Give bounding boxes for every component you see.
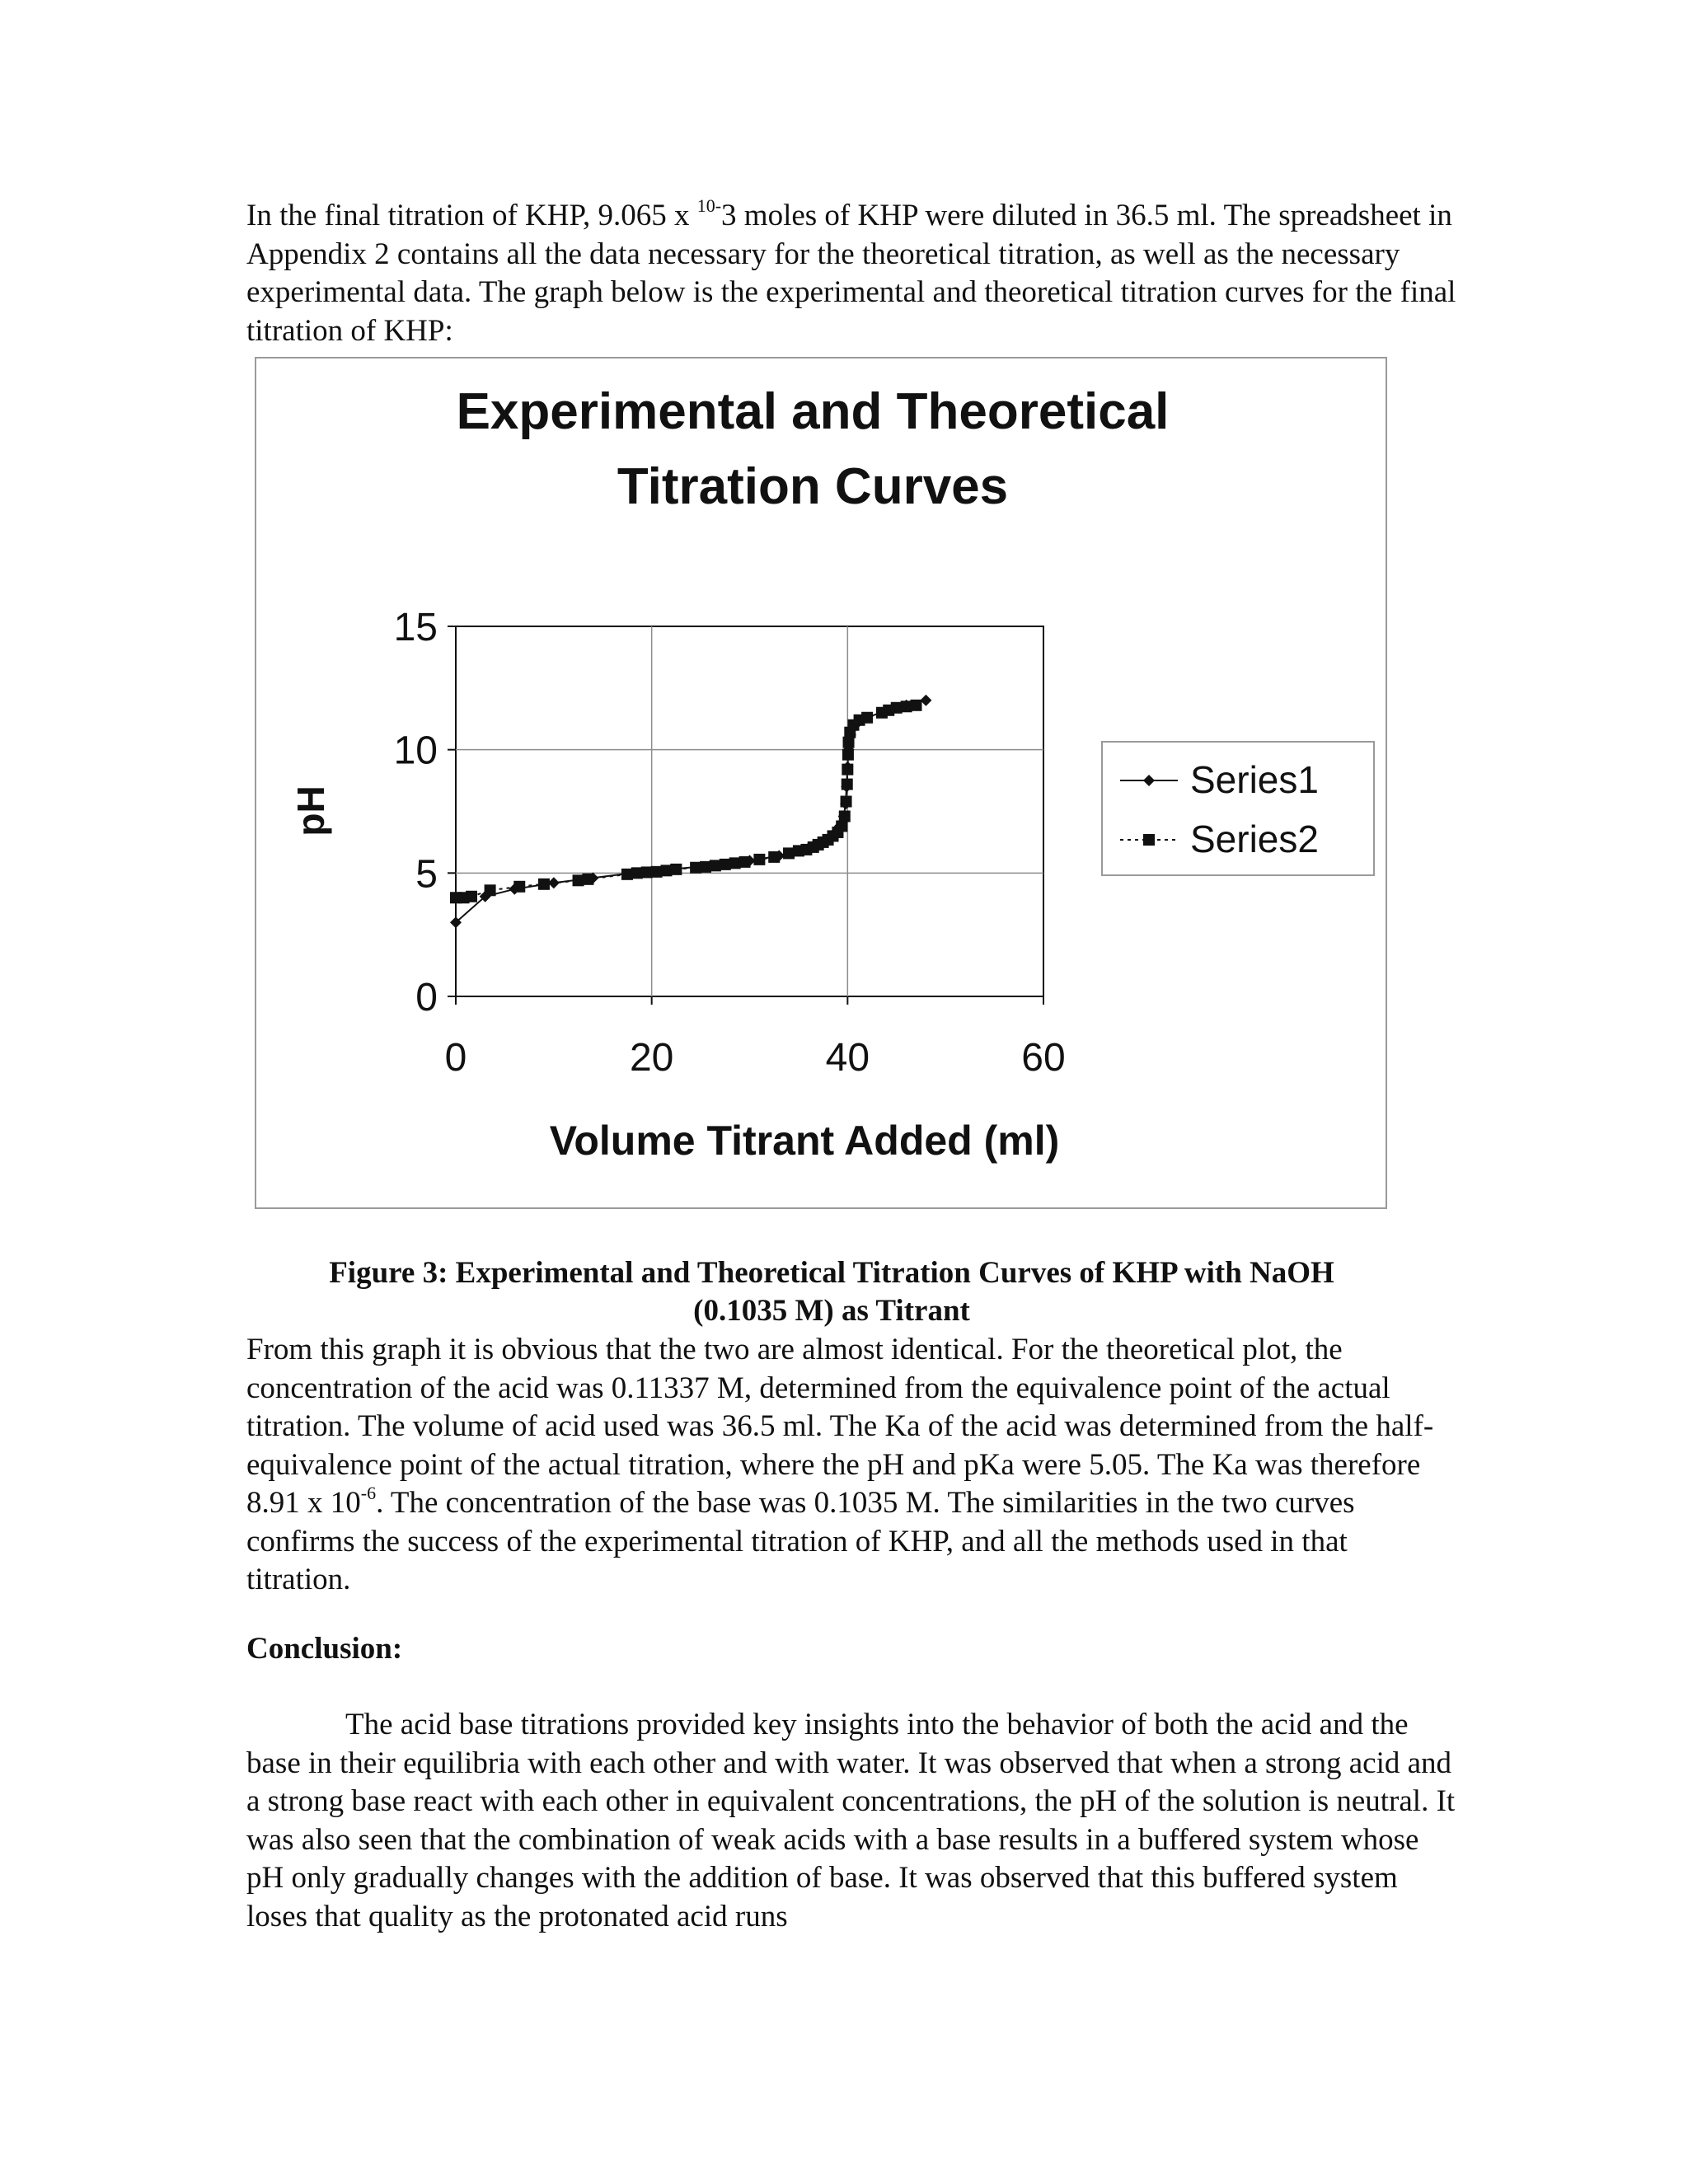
analysis-text-part1: From this graph it is obvious that the two are almost identical. For the theoretical plot, the concentration of the acid was 0.11337 M, determined from the equivalence point of the actual titration. The volume of acid used was 36.5 ml. The Ka of the acid was determined from the half-equivalence point of the actual titration, where the pH and pKa were 5.05. The Ka was therefore 8.91 x 10 <box>246 1333 1434 1520</box>
y-tick-label: 0 <box>415 976 438 1019</box>
x-tick-label: 20 <box>629 1036 674 1080</box>
data-point-square <box>911 700 922 711</box>
data-point-square <box>485 884 496 896</box>
y-axis-label: pH <box>289 785 332 837</box>
data-point-square <box>836 820 847 832</box>
data-point-square <box>842 764 853 776</box>
analysis-paragraph <box>246 1331 1458 1600</box>
data-point-square <box>768 851 780 863</box>
chart-frame <box>255 357 1387 1209</box>
x-tick-label: 0 <box>444 1036 467 1080</box>
data-point-square <box>861 712 873 724</box>
intro-text-part2: 3 moles of KHP were diluted in 36.5 ml. The spreadsheet in Appendix 2 contains all the data necessary for the theoretical titration, as well as the necessary experimental data. The graph below is the experimental and theoretical titration curves for the final titration of KHP: <box>246 199 1456 348</box>
y-tick-label: 5 <box>415 852 438 897</box>
data-point-square <box>841 796 852 808</box>
analysis-text-part2: . The concentration of the base was 0.1035 M. The similarities in the two curves confirms the success of the experimental titration of KHP, and all the methods used in that titration. <box>246 1486 1355 1596</box>
analysis-superscript: -6 <box>360 1483 377 1503</box>
data-point-square <box>753 854 765 865</box>
figure-caption <box>246 1254 1417 1330</box>
conclusion-paragraph: The acid base titrations provided key insights into the behavior of both the acid and the base in their equilibria with each other and with water. It was observed that when a strong acid and a strong base react with each other in equivalent concentrations, the pH of the solution is neutral. It was also seen that the combination of weak acids with a base results in a buffered system whose pH only gradually changes with the addition of base. It was observed that this buffered system loses that quality as the protonated acid runs <box>246 1708 1456 1933</box>
figure-caption-line2: (0.1035 M) as Titrant <box>693 1294 970 1328</box>
conclusion-heading: Conclusion: <box>246 1632 403 1666</box>
plot-area <box>456 626 1043 996</box>
data-point-square <box>513 881 525 893</box>
data-point-square <box>582 874 593 885</box>
y-tick-label: 10 <box>393 729 438 773</box>
intro-paragraph <box>246 197 1458 350</box>
titration-chart <box>256 359 1386 1207</box>
data-point-square <box>466 891 477 902</box>
data-point-square <box>842 749 854 761</box>
legend-series2-label: Series2 <box>1190 818 1319 860</box>
data-point-square <box>739 856 751 868</box>
legend-series1-label: Series1 <box>1190 758 1319 801</box>
data-point-square <box>839 810 851 822</box>
data-point-square <box>538 879 550 890</box>
x-tick-label: 60 <box>1021 1036 1066 1080</box>
chart-title-line1: Experimental and Theoretical <box>456 383 1170 440</box>
legend <box>1102 742 1374 875</box>
data-point-square <box>670 864 682 875</box>
legend-series2-marker <box>1143 834 1155 846</box>
data-point-square <box>843 737 855 748</box>
chart-title-line2: Titration Curves <box>617 458 1009 515</box>
x-tick-label: 40 <box>825 1036 870 1080</box>
x-axis-label: Volume Titrant Added (ml) <box>549 1118 1060 1164</box>
y-tick-label: 15 <box>393 606 438 649</box>
data-point-square <box>842 779 853 790</box>
intro-superscript: 10- <box>696 195 722 216</box>
intro-text-part1: In the final titration of KHP, 9.065 x <box>246 199 697 232</box>
figure-caption-line1: Figure 3: Experimental and Theoretical Titration Curves of KHP with NaOH <box>329 1256 1334 1290</box>
